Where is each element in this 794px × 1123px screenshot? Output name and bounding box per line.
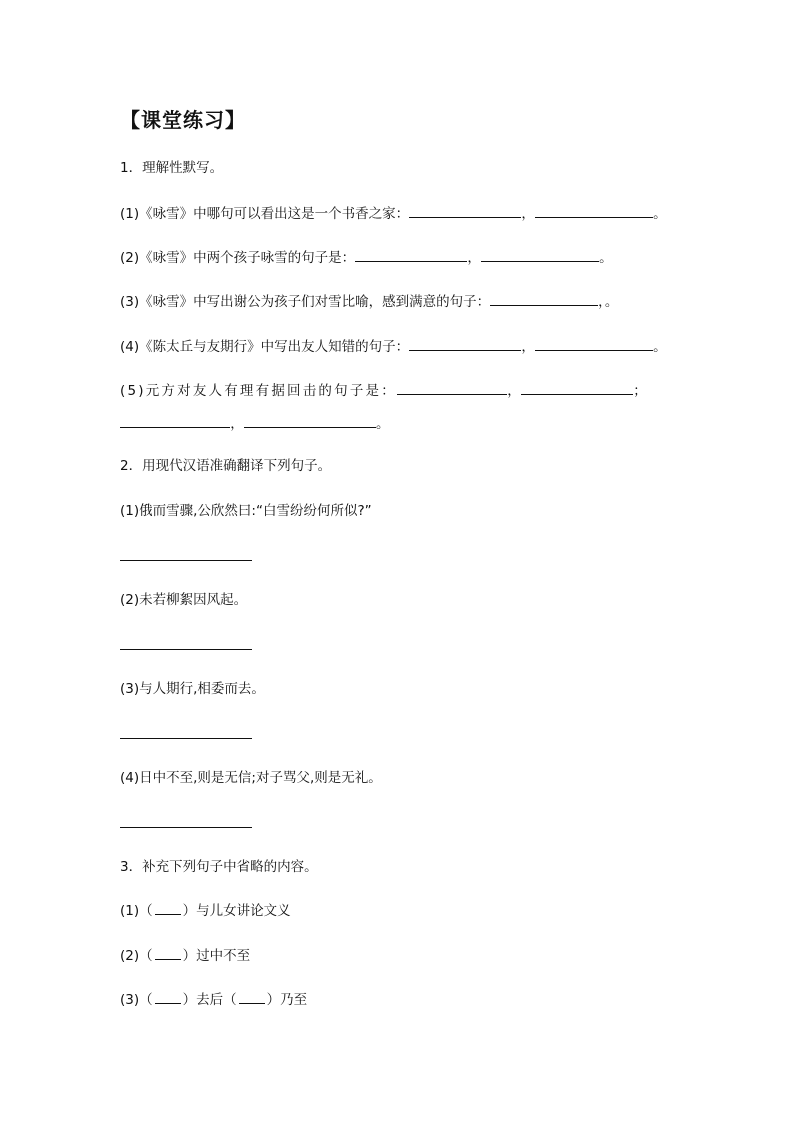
- q2-item-4: (4)日中不至,则是无信;对子骂父,则是无礼。: [120, 770, 382, 786]
- q2-item-2: (2)未若柳絮因风起。: [120, 592, 248, 608]
- fill-blank[interactable]: [155, 990, 181, 1004]
- item-text: 乃至: [280, 992, 308, 1008]
- question-2-heading: 2．用现代汉语准确翻译下列句子。: [120, 458, 332, 474]
- answer-line[interactable]: [120, 827, 252, 828]
- fill-blank[interactable]: [490, 290, 598, 306]
- q1-item-1: [120, 202, 667, 224]
- question-1-heading: 1．理解性默写。: [120, 160, 224, 176]
- paren-close: ）: [182, 992, 197, 1008]
- fill-blank[interactable]: [521, 379, 633, 395]
- fill-blank[interactable]: [155, 946, 181, 960]
- separator: ，: [467, 250, 481, 266]
- separator: ，: [521, 339, 535, 355]
- item-number: (2): [120, 948, 140, 964]
- end-punct: ；: [633, 383, 647, 399]
- q1-item-2: [120, 246, 613, 268]
- paren-close: ）: [266, 992, 281, 1008]
- separator: ，: [507, 383, 521, 399]
- item-number: (1): [120, 903, 140, 919]
- end-punct: 。: [376, 416, 390, 432]
- q3-item-3: [120, 990, 307, 1010]
- fill-blank[interactable]: [155, 901, 181, 915]
- fill-blank[interactable]: [239, 990, 265, 1004]
- q2-item-3: (3)与人期行,相委而去。: [120, 681, 265, 697]
- paren-open: （: [223, 992, 237, 1008]
- fill-blank[interactable]: [120, 412, 230, 428]
- end-punct: ，。: [598, 294, 619, 310]
- paren-open: （: [139, 948, 153, 964]
- q1-item-5-label: (5)元方对友人有理有据回击的句子是：: [120, 383, 397, 399]
- paren-close: ）: [182, 903, 197, 919]
- q1-item-1-label: (1)《咏雪》中哪句可以看出这是一个书香之家：: [120, 206, 410, 222]
- paren-open: （: [139, 992, 153, 1008]
- fill-blank[interactable]: [481, 246, 599, 262]
- answer-line[interactable]: [120, 738, 252, 739]
- separator: ，: [521, 206, 535, 222]
- section-title: 【课堂练习】: [120, 108, 246, 132]
- question-3-heading: 3．补充下列句子中省略的内容。: [120, 859, 318, 875]
- q3-item-1: [120, 901, 291, 921]
- end-punct: 。: [653, 206, 667, 222]
- paren-open: （: [139, 903, 153, 919]
- fill-blank[interactable]: [244, 412, 376, 428]
- end-punct: 。: [653, 339, 667, 355]
- fill-blank[interactable]: [535, 335, 653, 351]
- fill-blank[interactable]: [409, 335, 521, 351]
- q1-item-4-label: (4)《陈太丘与友期行》中写出友人知错的句子：: [120, 339, 410, 355]
- item-text: 过中不至: [196, 948, 251, 964]
- answer-line[interactable]: [120, 649, 252, 650]
- item-number: (3): [120, 992, 140, 1008]
- q1-item-4: [120, 335, 667, 357]
- paren-close: ）: [182, 948, 197, 964]
- fill-blank[interactable]: [409, 202, 521, 218]
- item-text: 去后: [196, 992, 224, 1008]
- fill-blank[interactable]: [397, 379, 507, 395]
- q3-item-2: [120, 946, 250, 966]
- separator: ，: [230, 416, 244, 432]
- q1-item-3: [120, 290, 618, 312]
- q1-item-5: [120, 379, 647, 401]
- end-punct: 。: [599, 250, 613, 266]
- q1-item-5-cont: [120, 412, 390, 434]
- fill-blank[interactable]: [535, 202, 653, 218]
- item-text: 与儿女讲论文义: [196, 903, 291, 919]
- q2-item-1: (1)俄而雪骤,公欣然曰:“白雪纷纷何所似?”: [120, 503, 372, 519]
- q1-item-3-label: (3)《咏雪》中写出谢公为孩子们对雪比喻，感到满意的句子：: [120, 294, 491, 310]
- fill-blank[interactable]: [355, 246, 467, 262]
- q1-item-2-label: (2)《咏雪》中两个孩子咏雪的句子是：: [120, 250, 356, 266]
- answer-line[interactable]: [120, 560, 252, 561]
